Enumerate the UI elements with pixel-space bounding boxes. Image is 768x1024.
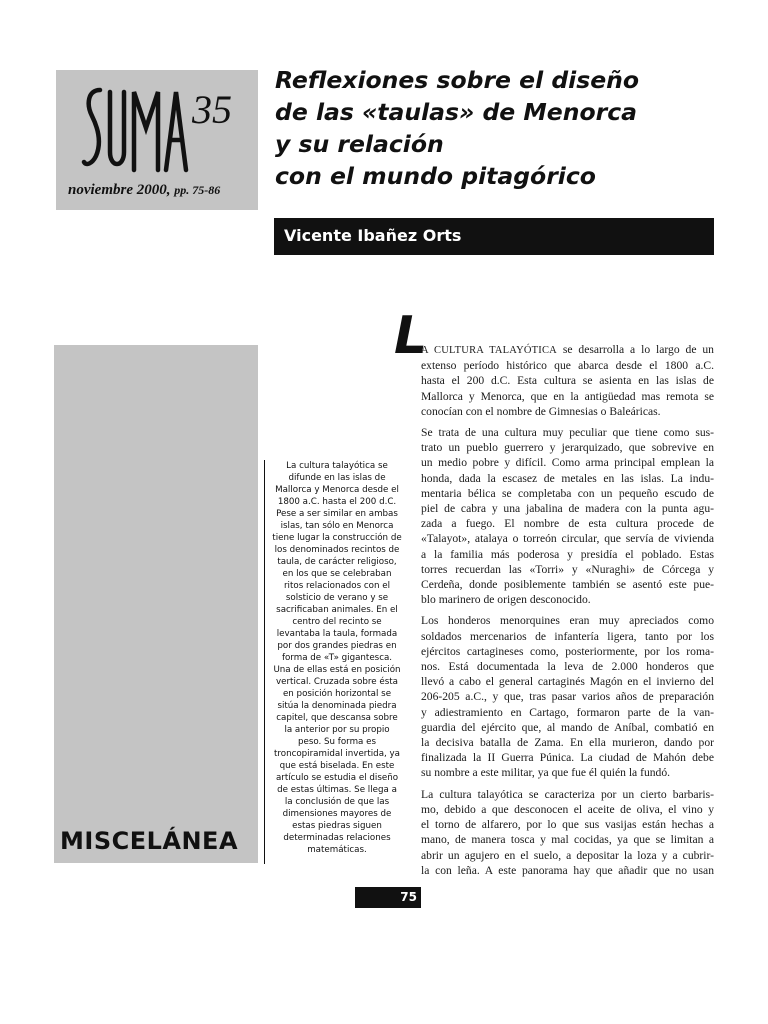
sidebar-line: La cultura talayótica se <box>286 461 388 471</box>
body-paragraph <box>421 342 714 419</box>
body-line: llevó a cabo el general cartaginés Magón en el invierno del <box>421 675 714 689</box>
sidebar-divider <box>264 460 265 864</box>
sidebar-line: en los que se celebraban <box>282 569 392 579</box>
page-number: 75 <box>400 890 417 904</box>
issue-number: 35 <box>192 87 232 132</box>
body-line: la con leña. A este panorama hay que añadir que no usan <box>421 863 714 877</box>
body-line: y adiestramiento en Cartago, formaron parte de la van- <box>421 705 714 719</box>
sidebar-line: dimensiones mayores de <box>282 809 392 819</box>
sidebar-line: la conclusión de que las <box>284 797 390 807</box>
section-label: MISCELÁNEA <box>60 827 239 855</box>
body-line: extenso período histórico que abarca desde el 1800 a.C. <box>421 359 714 373</box>
sidebar-line: matemáticas. <box>307 845 367 855</box>
body-line: Cerdeña, donde posiblemente también se asentó este pue- <box>421 578 714 592</box>
sidebar-line: islas, tan sólo en Menorca <box>280 521 394 531</box>
issue-pages: pp. 75-86 <box>174 183 221 197</box>
body-line: finalizada la II Guerra Púnica. La ciudad de Mahón debe <box>421 751 714 765</box>
journal-logo-block <box>56 70 258 210</box>
sidebar-line: 1800 a.C. hasta el 200 d.C. <box>277 497 397 507</box>
section-column <box>54 345 258 863</box>
body-line: Se trata de una cultura muy peculiar que tiene como sus- <box>421 426 714 440</box>
body-line <box>421 342 714 358</box>
body-line: conocían con el nombre de Gimnesias o Baleáricas. <box>421 404 661 418</box>
body-line: mo, debido a que desconocen el aceite de oliva, el vino y <box>421 802 714 816</box>
body-line: el torno de alfarero, por lo que sus vasijas están hechas a <box>421 818 714 832</box>
sidebar-line: taula, de carácter religioso, <box>277 557 397 567</box>
abstract-sidebar <box>271 460 403 856</box>
body-line: guardia del ejército que, al mando de Aníbal, combatió en <box>421 720 714 734</box>
sidebar-line: de estas últimas. Se llega a <box>277 785 397 795</box>
opening-line-rest: se desarrolla a lo largo de un <box>556 343 714 356</box>
sidebar-line: capitel, que descansa sobre <box>276 713 398 723</box>
author-bar <box>274 218 714 255</box>
sidebar-line: determinadas relaciones <box>283 833 391 843</box>
issue-date <box>68 182 254 199</box>
sidebar-line: solsticio de verano y se <box>285 593 389 603</box>
body-line: ejércitos cartagineses como, posteriormente, por los roma- <box>421 644 714 658</box>
sidebar-line: los denominados recintos de <box>274 545 400 555</box>
article-body <box>421 342 714 884</box>
body-line: La cultura talayótica se caracteriza por un cierto barbaris- <box>421 787 714 801</box>
body-line: soldados mercenarios de infantería ligera, tanto por los <box>421 629 714 643</box>
body-line: torres recuerdan las «Torri» y «Nuraghi» de Córcega y <box>421 562 714 576</box>
body-line: piel de cabra y una jabalina de madera con la punta agu- <box>421 502 714 516</box>
sidebar-line: tiene lugar la construcción de <box>272 533 402 543</box>
article-title <box>275 64 715 192</box>
sidebar-line: Pese a ser similar en ambas <box>276 509 398 519</box>
author-name: Vicente Ibañez Orts <box>284 226 462 245</box>
body-line: hasta el 200 d.C. Esta cultura se asienta en las islas de <box>421 374 714 388</box>
sidebar-line: levantaba la taula, formada <box>276 629 398 639</box>
sidebar-line: que está biselada. En este <box>279 761 395 771</box>
sidebar-line: sacrificaban animales. En el <box>276 605 398 615</box>
body-line: nos. Está documentada la leva de 2.000 honderos que <box>421 660 714 674</box>
body-line: Los honderos menorquines eran muy apreciados como <box>421 614 714 628</box>
body-line: su nombre a este militar, ya que fue él quién la fundó. <box>421 766 671 780</box>
body-line: mentaria bélica se completaba con un pequeño escudo de <box>421 486 714 500</box>
title-line: y su relación <box>275 130 444 158</box>
sidebar-line: peso. Su forma es <box>297 737 377 747</box>
body-line: zada a fuego. El nombre de esta cultura procede de <box>421 517 714 531</box>
body-line: mano, de manera tosca y mal cocidas, ya que se limitan a <box>421 833 714 847</box>
issue-date-text: noviembre 2000, <box>68 182 171 198</box>
title-line: con el mundo pitagórico <box>275 162 596 190</box>
drop-cap: L <box>394 306 428 366</box>
sidebar-line: Una de ellas está en posición <box>273 665 401 675</box>
sidebar-line: difunde en las islas de <box>288 473 386 483</box>
sidebar-line: la anterior por su propio <box>284 725 390 735</box>
opening-small-caps: A CULTURA TALAYÓTICA <box>421 345 557 356</box>
sidebar-line: centro del recinto se <box>292 617 382 627</box>
sidebar-line: Mallorca y Menorca desde el <box>275 485 399 495</box>
sidebar-line: en posición horizontal se <box>282 689 392 699</box>
body-line: la decisiva batalla de Zama. En ella murieron, dando por <box>421 736 714 750</box>
sidebar-line: estas piedras siguen <box>292 821 382 831</box>
sidebar-line: ritos relacionados con el <box>283 581 391 591</box>
title-line: de las «taulas» de Menorca <box>275 98 637 126</box>
suma-logo-icon <box>80 82 190 178</box>
sidebar-line: sitúa la denominada piedra <box>277 701 397 711</box>
page-number-box <box>355 887 421 908</box>
title-line: Reflexiones sobre el diseño <box>275 66 640 94</box>
body-line: abrir un agujero en el suelo, a depositar la loza y a cubrir- <box>421 848 714 862</box>
body-paragraph <box>421 425 714 607</box>
sidebar-line: vertical. Cruzada sobre ésta <box>276 677 398 687</box>
body-line: trato un pueblo guerrero y jerarquizado, que sobrevive en <box>421 441 714 455</box>
body-line: 206-205 a.C., y que, tras pasar varios años de preparación <box>421 690 714 704</box>
body-line: «Talayot», atalaya o torreón circular, que servía de vivienda <box>421 532 714 546</box>
sidebar-line: artículo se estudia el diseño <box>275 773 399 783</box>
body-line: blo marinero de origen desconocido. <box>421 593 591 607</box>
body-line: a la familia más poderosa y presidía el poblado. Estas <box>421 547 714 561</box>
body-line: Mallorca y Menorca, que en la antigüedad mas remota se <box>421 389 714 403</box>
body-paragraph <box>421 787 714 878</box>
body-paragraph <box>421 613 714 780</box>
sidebar-line: troncopiramidal invertida, ya <box>273 749 401 759</box>
sidebar-line: por dos grandes piedras en <box>277 641 397 651</box>
sidebar-line: forma de «T» gigantesca. <box>281 653 393 663</box>
body-line: un medio pobre y difícil. Como arma principal emplean la <box>421 456 714 470</box>
body-line: honda, dada la escasez de metales en las islas. La indu- <box>421 471 714 485</box>
